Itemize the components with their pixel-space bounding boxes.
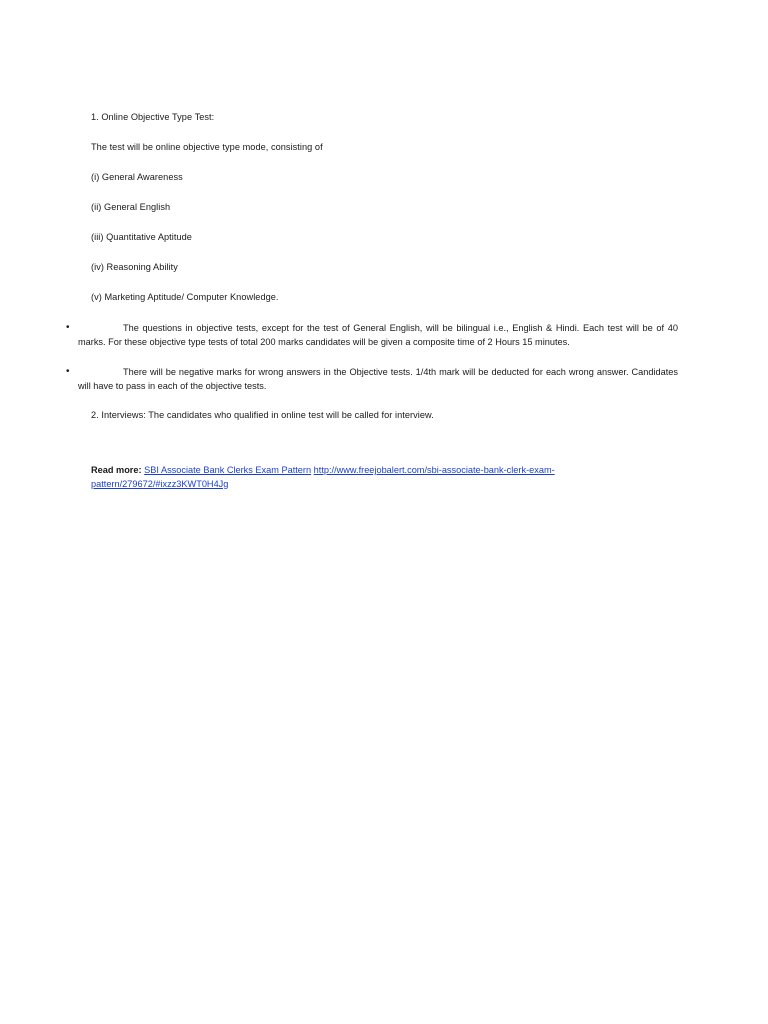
section-interviews-text: 2. Interviews: The candidates who qualified in online test will be called for interview. (91, 410, 434, 420)
list-item-general-english: (ii) General English (91, 202, 171, 212)
read-more-label: Read more: (91, 465, 142, 475)
bullet-text-bilingual: The questions in objective tests, except for the test of General English, will be bilingual i.e., English & Hindi. Each test will be of 40 marks. For these objective type tests of total 200 marks candidates will be given a composite time of 2 Hours 15 minutes. (78, 323, 678, 347)
read-more-url-link[interactable]: http://www.freejobalert.com/sbi-associate-bank-clerk-exam-pattern/279672/#ixzz3KWT0H4Jg (91, 465, 555, 489)
read-more-block (91, 464, 611, 491)
list-item-general-awareness: (i) General Awareness (91, 172, 183, 182)
bullet-text-negative-marks: There will be negative marks for wrong answers in the Objective tests. 1/4th mark will be deducted for each wrong answer. Candidates will have to pass in each of the objective tests. (78, 367, 678, 391)
section-intro-text: The test will be online objective type mode, consisting of (91, 142, 323, 152)
read-more-title-link[interactable]: SBI Associate Bank Clerks Exam Pattern (144, 465, 312, 475)
bullet-icon: • (66, 366, 70, 377)
section-heading-online-test: 1. Online Objective Type Test: (91, 112, 215, 122)
bullet-icon: • (66, 322, 70, 333)
list-item-marketing-computer: (v) Marketing Aptitude/ Computer Knowledge. (91, 292, 279, 302)
list-item-reasoning-ability: (iv) Reasoning Ability (91, 262, 178, 272)
list-item-quantitative-aptitude: (iii) Quantitative Aptitude (91, 232, 192, 242)
